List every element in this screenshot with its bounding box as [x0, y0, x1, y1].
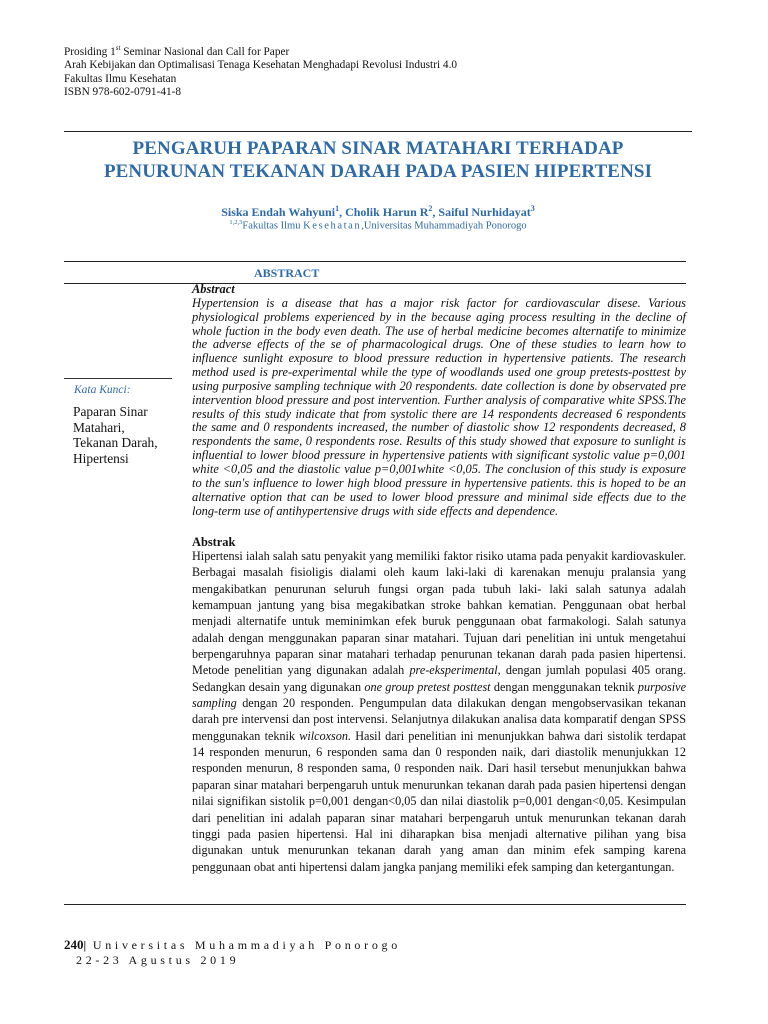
- keywords-divider: [64, 378, 172, 379]
- header-line-3: Fakultas Ilmu Kesehatan: [64, 72, 177, 85]
- keyword-line-4: Hipertensi: [73, 450, 129, 466]
- footer-separator: |: [83, 938, 87, 952]
- abstrak-italic-2: one group pretest posttest: [364, 679, 491, 694]
- abstract-english: [192, 283, 686, 518]
- abstract-english-body: Hypertension is a disease that has a major risk factor for cardiovascular disese. Various physiological problems experienced by in the because aging process resulting in the decline of whole fuction in the body even death. The use of herbal medicine becomes alternatife to minimize the adverse effects of the se of pharmacological drugs. One of these studies to learn how to influence sunlight exposure to blood pressure reduction in hypertensive patients. The research method used is pre-experimental while the type of woodlands used one group pretests-posttest by using purposive sampling technique with 20 respondents. date collection is done by observated pre intervention blood pressure and post intervention. Further analysis of comparative white SPSS.The results of this study indicate that from systolic there are 14 respondents decreased 6 respondents the same and 0 respondents increased, the number of diastolic show 12 respondents decreased, 8 respondents the same, 0 respondents rose. Results of this study showed that exposure to sunlight is influential to lower blood pressure in hypertensive patients with significant systolic value p=0,001 white <0,05 and the diastolic value p=0,001white <0,05. The conclusion of this study is exposure to the sun's influence to lower high blood pressure in hypertensive patients. this is hoped to be an alternative option that can be used to lower blood pressure and minimal side effects due to the long-term use of antihypertensive drugs with side effects and dependence.: [192, 295, 686, 518]
- affiliation-sup: 1,2,3: [229, 219, 243, 226]
- abstrak-italic-4: wilcoxson.: [299, 728, 352, 743]
- author-1: Siska Endah Wahyuni: [221, 205, 336, 219]
- keywords-list: [73, 404, 177, 466]
- header-line-1-prefix: Prosiding 1: [64, 45, 116, 58]
- header-isbn: ISBN 978-602-0791-41-8: [64, 86, 182, 99]
- title-line-2: PENURUNAN TEKANAN DARAH PADA PASIEN HIPERTENSI: [103, 161, 653, 182]
- author-2-sup: 2: [428, 204, 433, 213]
- proceedings-header: [64, 42, 457, 100]
- affiliation-part-2: Kesehatan: [303, 220, 362, 232]
- affiliation-part-1: Fakultas Ilmu: [242, 220, 304, 232]
- abstract-indonesian-body: [192, 548, 686, 875]
- abstrak-italic-1: pre-eksperimental: [409, 663, 498, 678]
- affiliation: [64, 219, 692, 232]
- abstract-bottom-divider: [64, 904, 686, 905]
- page-footer: [64, 937, 401, 968]
- header-line-2: Arah Kebijakan dan Optimalisasi Tenaga Kesehatan Menghadapi Revolusi Industri 4.0: [64, 59, 458, 72]
- abstract-indonesian-label: Abstrak: [192, 535, 236, 549]
- keywords-title: Kata Kunci:: [74, 384, 131, 396]
- header-line-1-sup: st: [115, 44, 121, 52]
- abstract-english-label: Abstract: [192, 282, 235, 296]
- header-line-1: [64, 42, 457, 59]
- abstrak-text-4: dengan 20 responden. Pengumpulan data dilakukan dengan mengobservasikan tekanan darah pre intervensi dan post intervensi. Selanjutnya dilakukan analisa data komparatif dengan SPSS menggunakan teknik: [192, 696, 686, 743]
- abstrak-text-1: Hipertensi ialah salah satu penyakit yang memiliki faktor risiko utama pada penyakit kardiovaskuler. Berbagai masalah fisioligis dialami oleh kaum laki-laki di karenakan menuju pralansia yang mengakibatkan penurunan seluruh fungsi organ pada tubuh laki- laki salah satunya adalah kemampuan jantung yang bisa megakibatkan stroke bahkan kematian. Penggunaan obat herbal menjadi alternatife untuk meminimkan efek buruk penggunaan obat farmakologi. Salah satunya adalah dengan menggunakan paparan sinar matahari. Tujuan dari penelitian ini untuk mengetahui berpengaruhnya paparan sinar matahari terhadap penurunan tekanan darah pada pasien hipertensi. Metode penelitian yang digunakan adalah: [192, 549, 686, 678]
- author-list: [64, 204, 692, 220]
- affiliation-part-3: ,Universitas Muhammadiyah Ponorogo: [361, 220, 527, 232]
- abstrak-text-2: , dengan jumlah populasi 405 orang. Sedangkan desain yang digunakan: [192, 663, 687, 694]
- author-3-sup: 3: [530, 204, 535, 213]
- keyword-line-2: Matahari,: [73, 419, 125, 435]
- abstract-heading: ABSTRACT: [254, 266, 320, 280]
- header-line-1-suffix: Seminar Nasional dan Call for Paper: [120, 45, 290, 58]
- author-3: , Saiful Nurhidayat: [432, 205, 531, 219]
- page-number: 240: [64, 937, 84, 952]
- abstrak-italic-3: purposive sampling: [192, 679, 686, 711]
- keyword-line-3: Tekanan Darah,: [73, 435, 158, 450]
- author-2: , Cholik Harun R: [339, 205, 429, 219]
- author-1-sup: 1: [335, 204, 340, 213]
- footer-university: Universitas Muhammadiyah Ponorogo: [86, 938, 401, 952]
- top-divider: [64, 131, 692, 132]
- footer-date: 22-23 Agustus 2019: [76, 953, 240, 967]
- abstract-top-divider: [64, 261, 686, 262]
- paper-title: [64, 137, 692, 183]
- abstrak-text-3: dengan menggunakan teknik: [490, 679, 638, 694]
- abstrak-text-5: Hasil dari penelitian ini menunjukkan bahwa dari sistolik terdapat 14 responden menurun, 6 responden sama dan 0 responden naik, dari diastolik menunjukkan 12 responden menurun, 8 responden sama, 0 responden naik. Dari hasil tersebut menunjukkan bahwa paparan sinar matahari berpengaruh untuk menurunkan tekanan darah pada pasien hipertensi dengan nilai signifikan sistolik p=0,001 dengan<0,05 dan nilai diastolik p=0,001 dengan<0,05. Kesimpulan dari penelitian ini adalah paparan sinar matahari berpengaruh untuk menurunkan tekanan darah tinggi pada pasien hipertensi. Hal ini diharapkan bisa menjadi alternative pilihan yang bisa digunakan untuk menurunkan tekanan darah yang aman dan minim efek samping karena penggunaan obat anti hipertensi dalam jangka panjang memiliki efek samping dan ketergantungan.: [192, 728, 687, 874]
- title-line-1: PENGARUH PAPARAN SINAR MATAHARI TERHADAP: [132, 138, 624, 159]
- keyword-line-1: Paparan Sinar: [73, 404, 148, 419]
